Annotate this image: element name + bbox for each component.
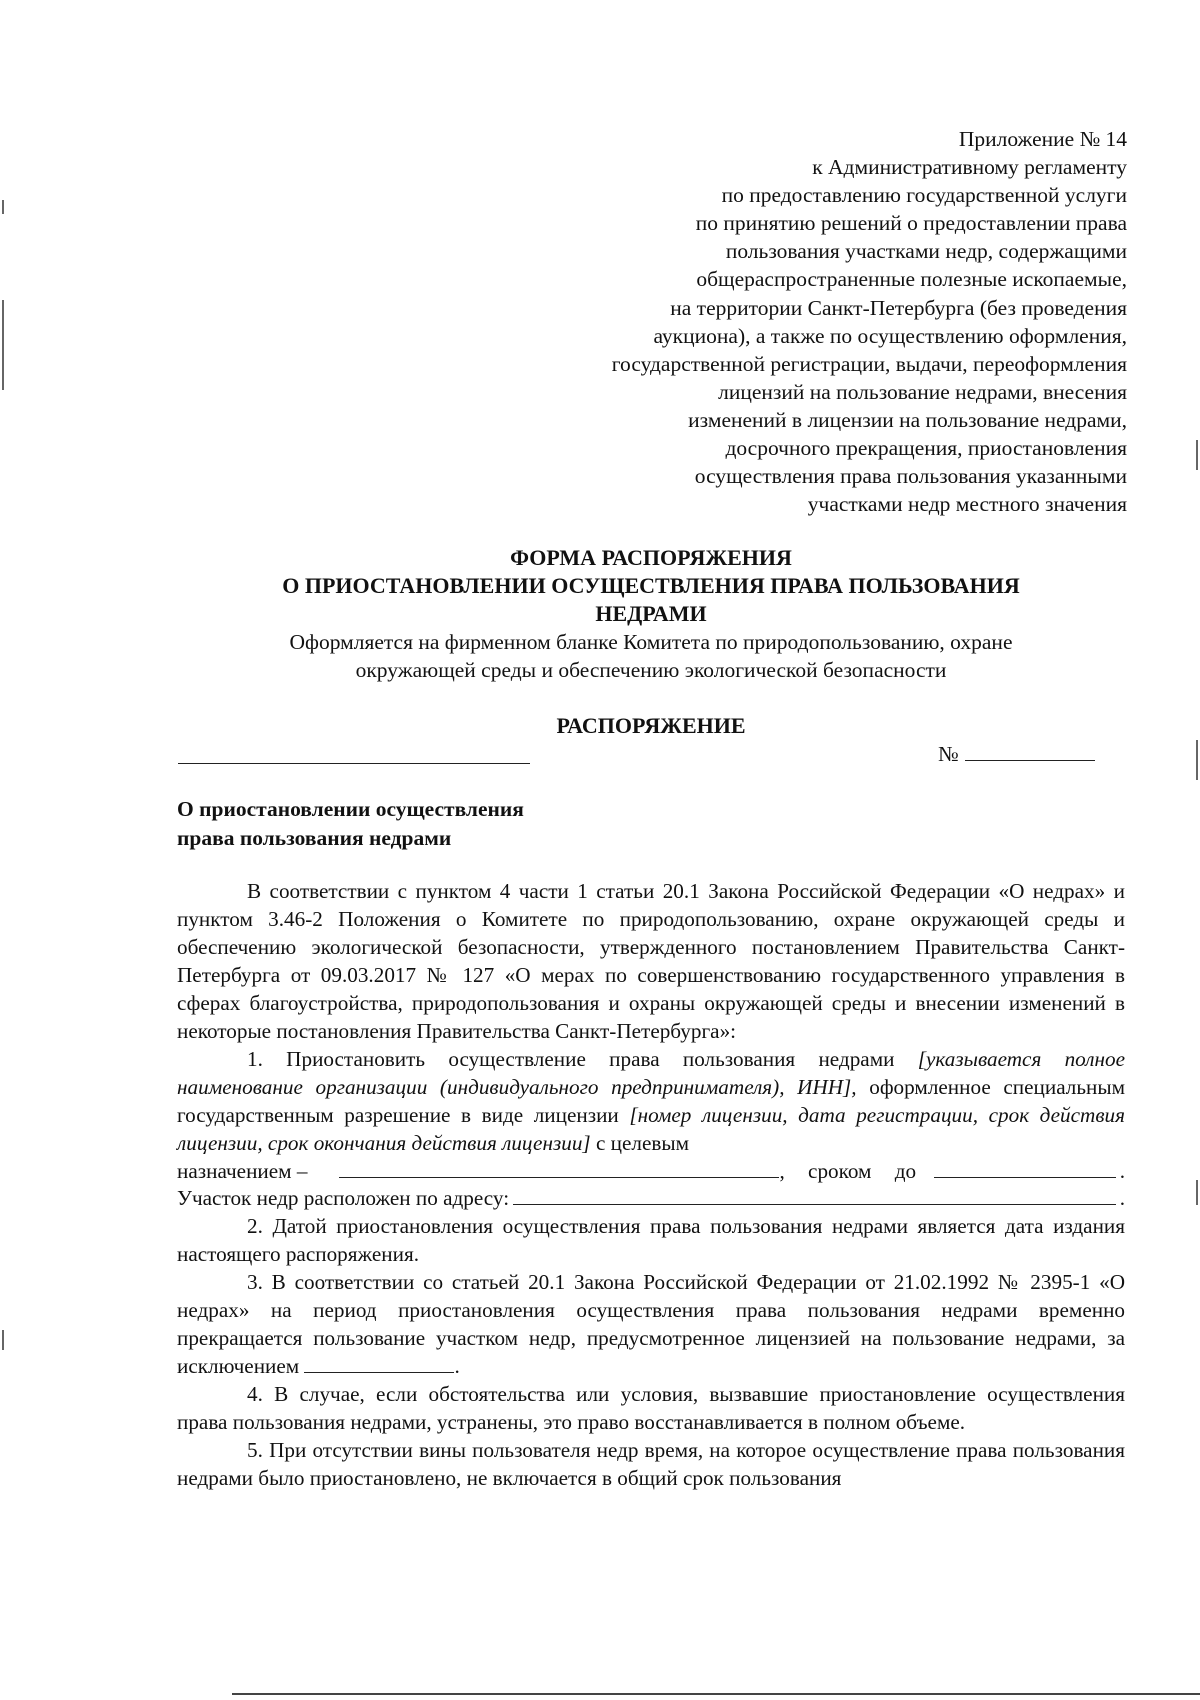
scan-edge-mark (2, 1330, 4, 1350)
appendix-line: государственной регистрации, выдачи, переоформления (611, 351, 1127, 376)
item-4-paragraph: 4. В случае, если обстоятельства или условия, вызвавшие приостановление осуществления права пользования недрами, устранены, это право восстанавливается в полном объеме. (177, 1382, 1125, 1435)
item-1-placeholder-org: [указывается полное наименование организации (индивидуального предпринимателя), ИНН], (177, 1046, 1125, 1099)
date-blank-line (178, 763, 530, 764)
form-title-line: НЕДРАМИ (595, 601, 707, 626)
address-blank (513, 1186, 1116, 1205)
order-subject (177, 795, 524, 853)
item-1-text-c: с целевым (595, 1130, 690, 1155)
item-1-text-b: оформленное специальным государственным разрешение в виде лицензии (177, 1074, 1126, 1127)
scan-edge-mark (2, 300, 4, 390)
purpose-blank (339, 1159, 779, 1178)
scan-edge-mark (1196, 740, 1198, 780)
item-1-purpose-line (177, 1158, 1125, 1186)
appendix-line: на территории Санкт-Петербурга (без проведения (670, 295, 1127, 320)
order-body (177, 878, 1125, 1493)
item-1-placeholder-license: [номер лицензии, дата регистрации, срок действия лицензии, срок окончания действия лицензии] (177, 1102, 1125, 1155)
number-sign: № (938, 742, 959, 766)
appendix-line: пользования участками недр, содержащими (725, 239, 1127, 264)
item-1-text-a: 1. Приостановить осуществление права пользования недрами (247, 1046, 895, 1071)
scan-edge-mark (1196, 1180, 1198, 1205)
period-mark: . (1119, 1186, 1125, 1211)
subject-line: О приостановлении осуществления (177, 797, 524, 821)
appendix-line: аукциона), а также по осуществлению оформления, (653, 323, 1127, 348)
appendix-line: по принятию решений о предоставлении права (695, 211, 1127, 236)
form-title-line: О ПРИОСТАНОВЛЕНИИ ОСУЩЕСТВЛЕНИЯ ПРАВА ПОЛЬЗОВАНИЯ (282, 573, 1020, 598)
item-1-paragraph (177, 1046, 1125, 1158)
item-5-paragraph: 5. При отсутствии вины пользователя недр время, на которое осуществление права пользования недрами было приостановлено, не включается в общий срок пользования (177, 1438, 1125, 1491)
order-number (938, 740, 1095, 768)
appendix-line: лицензий на пользование недрами, внесения (718, 379, 1127, 404)
form-note (175, 628, 1127, 684)
item-3-paragraph (177, 1269, 1125, 1381)
scan-edge-mark (2, 200, 4, 214)
form-title (175, 544, 1127, 628)
subject-line: права пользования недрами (177, 826, 452, 850)
form-title-line: ФОРМА РАСПОРЯЖЕНИЯ (510, 545, 792, 570)
term-blank (934, 1159, 1116, 1178)
address-label: Участок недр расположен по адресу: (177, 1186, 510, 1211)
form-note-line: окружающей среды и обеспечению экологической безопасности (355, 658, 947, 682)
appendix-line: к Административному регламенту (812, 155, 1127, 180)
exception-blank (304, 1354, 454, 1373)
term-label: , сроком до (779, 1158, 917, 1183)
appendix-line: досрочного прекращения, приостановления (725, 436, 1127, 461)
appendix-header (507, 125, 1127, 518)
page-bottom-rule (232, 1693, 1200, 1695)
purpose-label: назначением – (177, 1158, 308, 1183)
appendix-line: по предоставлению государственной услуги (721, 183, 1127, 208)
order-title: РАСПОРЯЖЕНИЕ (556, 713, 746, 738)
appendix-line: участками недр местного значения (807, 492, 1127, 517)
appendix-line: Приложение № 14 (958, 127, 1127, 151)
scan-edge-mark (1196, 440, 1198, 470)
number-blank-line (965, 742, 1095, 761)
form-note-line: Оформляется на фирменном бланке Комитета по природопользованию, охране (289, 630, 1013, 654)
preamble-paragraph: В соответствии с пунктом 4 части 1 статьи 20.1 Закона Российской Федерации «О недрах» и пунктом 3.46-2 Положения о Комитете по природопользованию, охране окружающей среды и обеспечению экологической безопасности, утвержденного постановлением Правительства Санкт-Петербурга от 09.03.2017 № 127 «О мерах по совершенствованию государственного управления в сферах благоустройства, природопользования и охраны окружающей среды и внесении изменений в некоторые постановления Правительства Санкт-Петербурга»: (177, 879, 1125, 1043)
item-2-paragraph: 2. Датой приостановления осуществления права пользования недрами является дата издания настоящего распоряжения. (177, 1214, 1125, 1267)
period-mark: . (454, 1354, 460, 1379)
item-1-address-line (177, 1185, 1125, 1213)
appendix-line: изменений в лицензии на пользование недрами, (688, 407, 1127, 432)
item-3-text: 3. В соответствии со статьей 20.1 Закона Российской Федерации от 21.02.1992 № 2395-1 «О недрах» на период приостановления осуществления права пользования недрами временно прекращается пользование участком недр, предусмотренное лицензией на пользование недрами, за исключением (177, 1270, 1125, 1379)
appendix-line: общераспространенные полезные ископаемые, (696, 267, 1127, 292)
appendix-line: осуществления права пользования указанными (694, 464, 1127, 489)
period-mark: . (1119, 1158, 1125, 1183)
